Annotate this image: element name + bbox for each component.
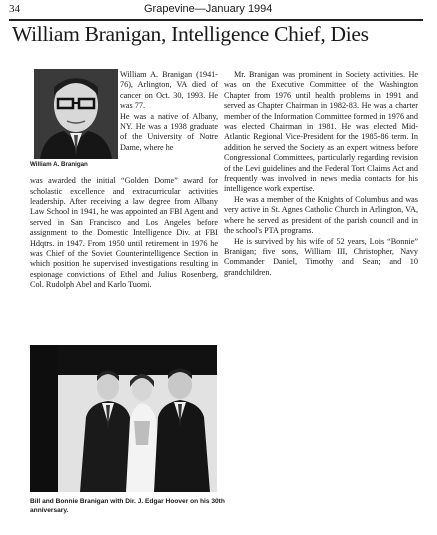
article-paragraph: He was a native of Albany, NY. He was a 1938 graduate of the University of Notre Dame, where he xyxy=(120,111,218,152)
article-paragraph: William A. Branigan (1941-76), Arlington, VA died of cancer on Oct. 30, 1993. He was 77. xyxy=(120,70,218,111)
article-column-2 xyxy=(224,70,418,278)
portrait-caption: William A. Branigan xyxy=(30,161,88,168)
group-photo-image xyxy=(30,345,217,492)
group-photo xyxy=(30,345,217,492)
portrait-photo xyxy=(34,69,118,159)
header-rule xyxy=(9,19,423,21)
publication-title: Grapevine—January 1994 xyxy=(144,3,273,15)
article-paragraph: Mr. Branigan was prominent in Society activities. He was on the Executive Committee of the Washington Chapter from 1976 until health problems in 1991 and served as Chapter Chairman in 1982-83. He was a charter member of the Information Committee formed in 1976 and was elected Chairman in 1981. He was elected Mid-Atlantic Regional Vice-President for the 1985-86 term. In addition he served the Society as an expert witness before Congressional Committees, particularly regarding revision of the Levi guidelines and the Federal Tort Claims Act and frequently was involved in news media contacts for his intelligence work expertise. xyxy=(224,70,418,194)
article-paragraph: He was a member of the Knights of Columbus and was very active in St. Agnes Catholic Church in Arlington, VA, where he served as president of the parish council and in the school's PTA programs. xyxy=(224,194,418,236)
page-number: 34 xyxy=(9,3,20,15)
group-photo-caption: Bill and Bonnie Branigan with Dir. J. Edgar Hoover on his 30th anniversary. xyxy=(30,498,225,514)
article-column-1-bottom xyxy=(30,168,218,299)
article-paragraph: was awarded the initial “Golden Dome” award for scholastic excellence and extracurricular activities leadership. After receiving a law degree from Albany Law School in 1941, he was appointed an FBI Agent and served in San Francisco and Los Angeles before assignment to the Domestic Intelligence Div. at FBI Hdqtrs. in 1947. From 1950 until retirement in 1976 he was Chief of the Soviet Counterintelligence Section in which position he supervised investigations resulting in espionage convictions of Ethel and Julius Rosenberg, Col. Rudolph Abel and Karlo Tuomi. xyxy=(30,176,218,290)
article-column-1-top xyxy=(120,70,218,153)
portrait-photo-image xyxy=(34,69,118,159)
article-headline: William Branigan, Intelligence Chief, Dies xyxy=(12,22,369,46)
article-paragraph: He is survived by his wife of 52 years, Lois “Bonnie” Branigan; five sons, William III, Christopher, Navy Commander Daniel, Timothy and Sean; and 10 grandchildren. xyxy=(224,236,418,277)
